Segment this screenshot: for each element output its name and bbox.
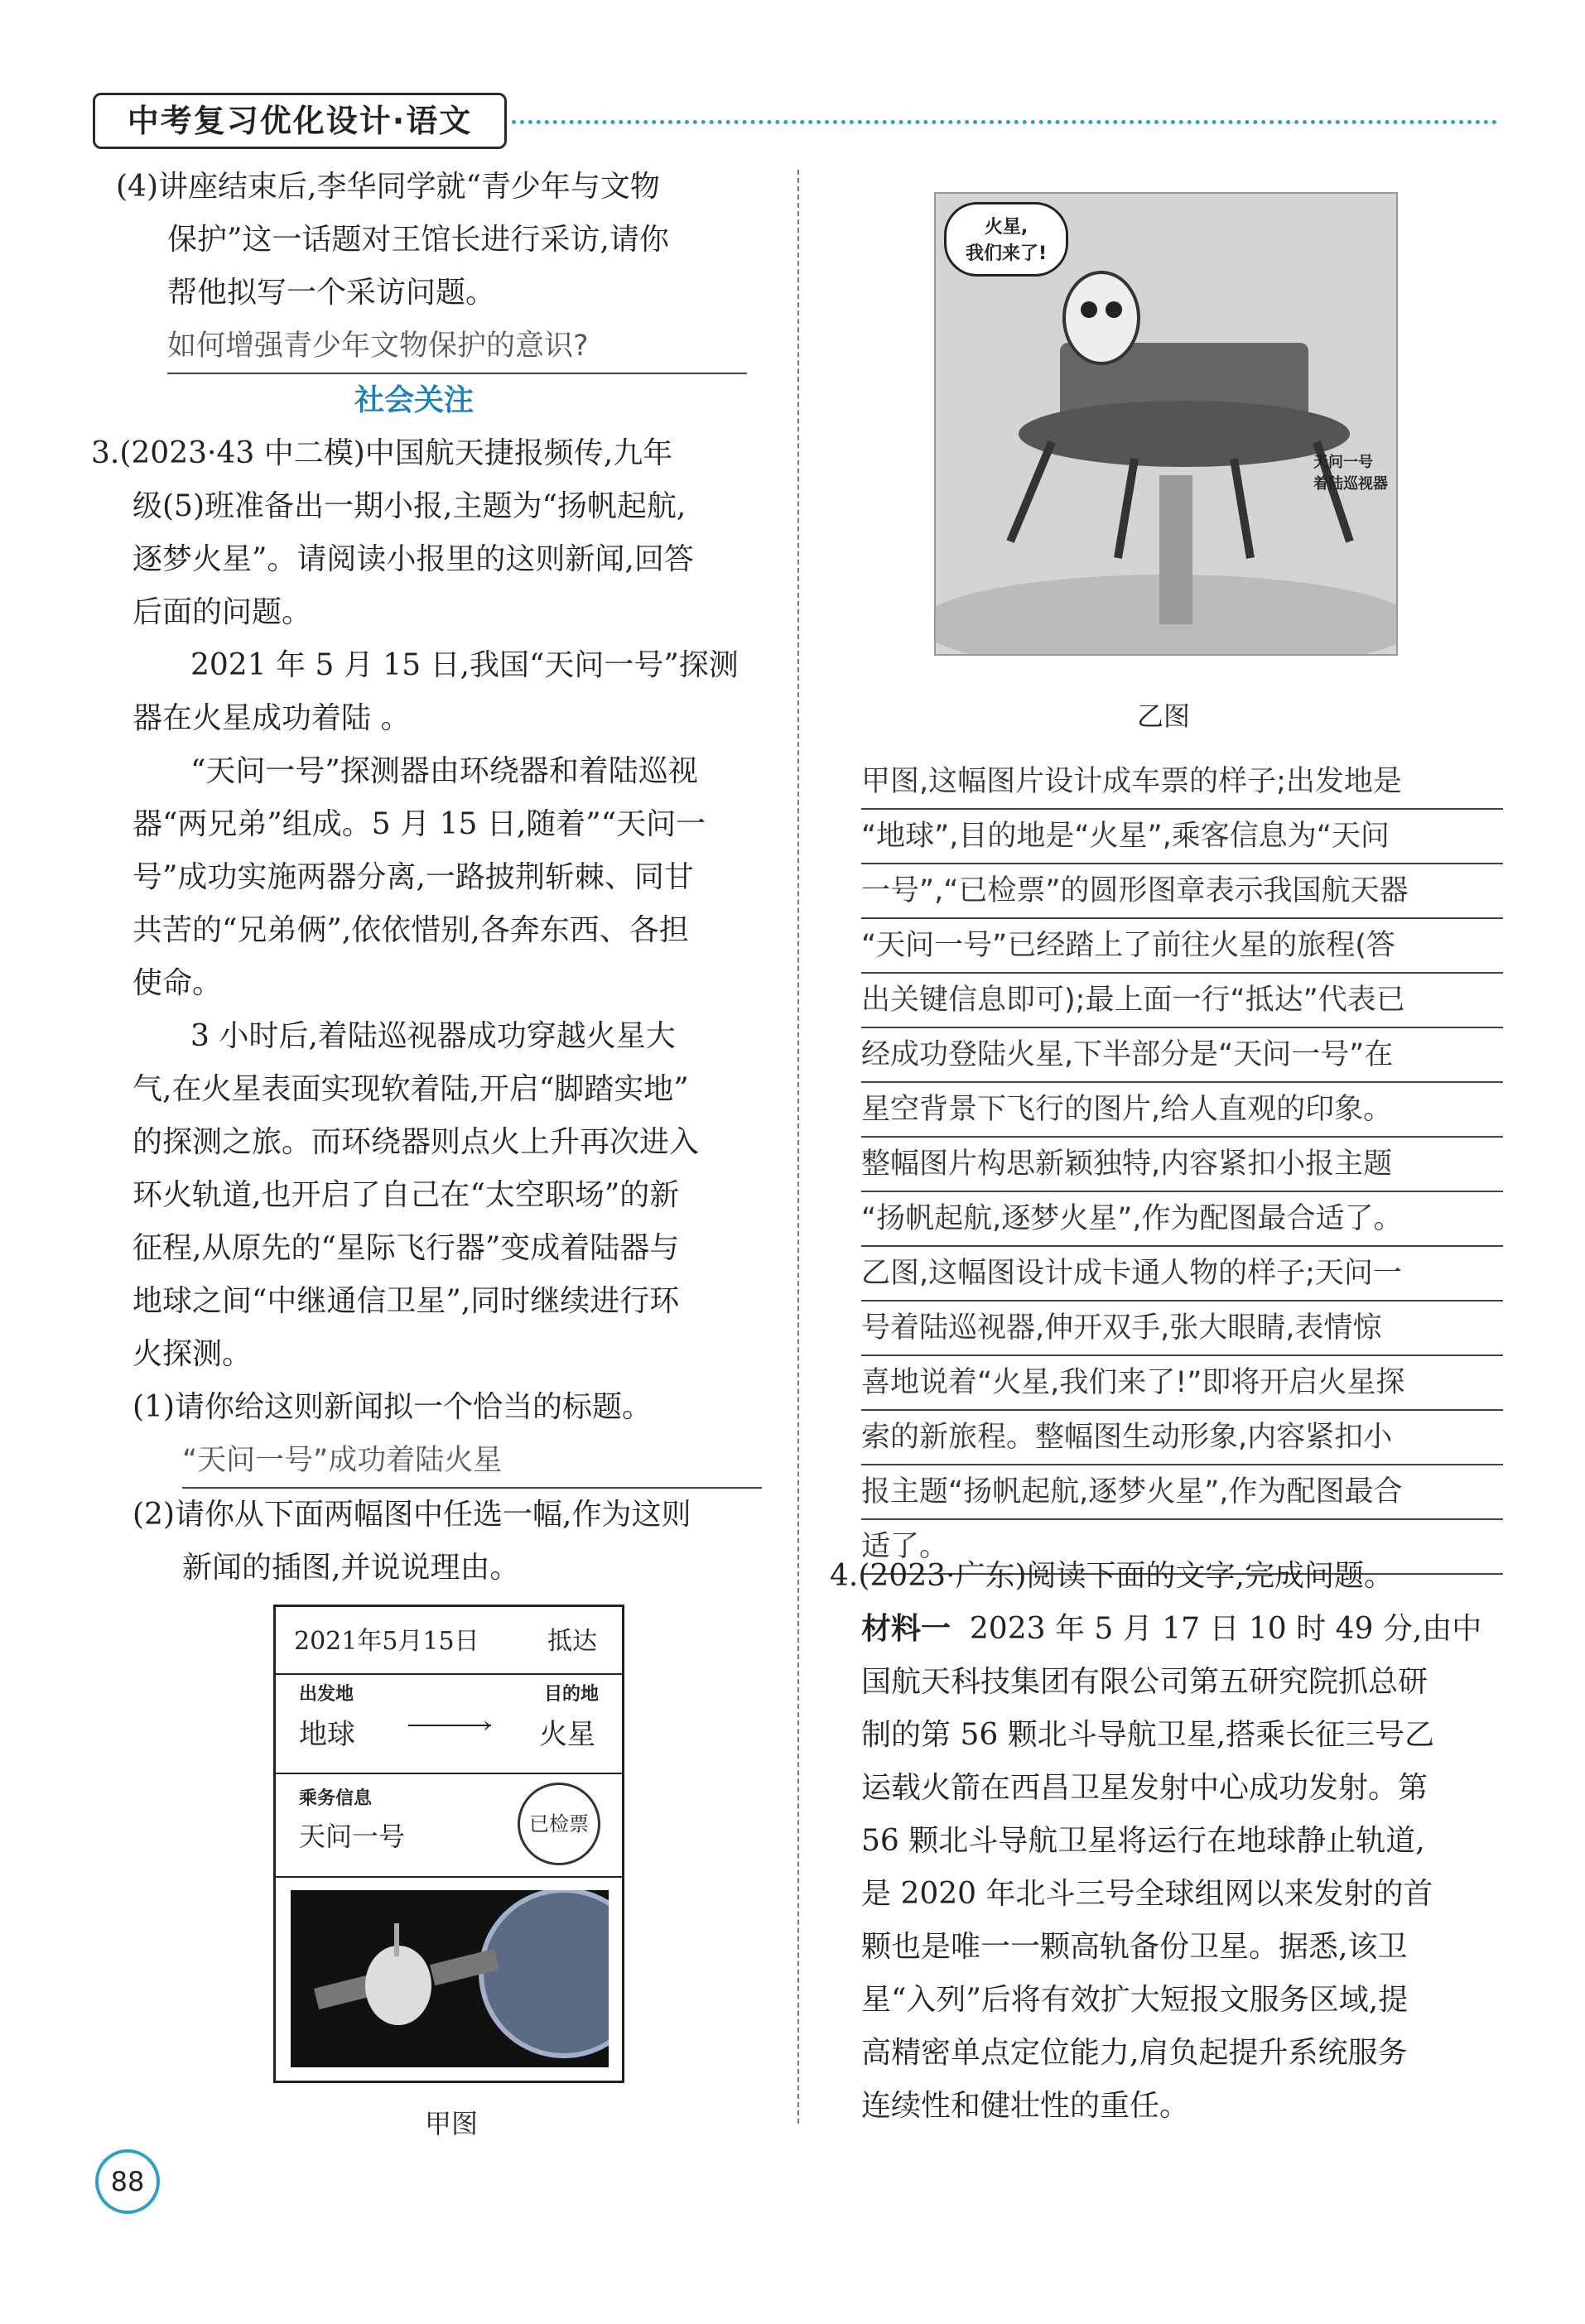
lander-label: 天问一号 着陆巡视器: [1313, 454, 1388, 493]
news-line: 3 小时后,着陆巡视器成功穿越火星大: [190, 1019, 676, 1053]
to-value: 火星: [539, 1718, 595, 1751]
arrow-icon: [408, 1725, 491, 1726]
caption-yi: 乙图: [1136, 700, 1190, 732]
news-line: 地球之间“中继通信卫星”,同时继续进行环: [132, 1284, 680, 1318]
material-line: 连续性和健壮性的重任。: [861, 2089, 1190, 2123]
answer-line: 乙图,这幅图设计成卡通人物的样子;天问一: [861, 1247, 1503, 1302]
q4-title: 4.(2023·广东)阅读下面的文字,完成问题。: [830, 1559, 1394, 1593]
from-label: 出发地: [299, 1684, 354, 1705]
column-divider: [797, 170, 799, 2124]
answer-line: 经成功登陆火星,下半部分是“天问一号”在: [861, 1028, 1503, 1083]
answer-line: 甲图,这幅图片设计成车票的样子;出发地是: [861, 755, 1503, 810]
q4-line: (4)讲座结束后,李华同学就“青少年与文物: [116, 170, 660, 204]
answer-line: 一号”,“已检票”的圆形图章表示我国航天器: [861, 864, 1503, 919]
material-line: 运载火箭在西昌卫星发射中心成功发射。第: [861, 1771, 1428, 1805]
cartoon-figure: [934, 192, 1398, 656]
material-line: 星“入列”后将有效扩大短报文服务区域,提: [861, 1983, 1409, 2017]
info-label: 乘务信息: [299, 1788, 373, 1809]
news-line: 气,在火星表面实现软着陆,开启“脚踏实地”: [132, 1072, 689, 1106]
picture-answer: [861, 755, 1503, 1575]
q3-line: 3.(2023·43 中二模)中国航天捷报频传,九年: [91, 436, 673, 470]
news-line: 的探测之旅。而环绕器则点火上升再次进入: [132, 1125, 700, 1159]
stamp-icon: 已检票: [518, 1783, 600, 1865]
answer-line: “地球”,目的地是“火星”,乘客信息为“天问: [861, 810, 1503, 864]
caption-jia: 甲图: [424, 2108, 478, 2139]
ticket-arrive: 抵达: [547, 1627, 597, 1656]
sub1-question: (1)请你给这则新闻拟一个恰当的标题。: [132, 1390, 652, 1424]
news-line: 环火轨道,也开启了自己在“太空职场”的新: [132, 1178, 680, 1212]
sub1-answer: “天问一号”成功着陆火星: [182, 1434, 762, 1489]
q4-answer: 如何增强青少年文物保护的意识?: [167, 320, 747, 374]
arrow-head-icon: ›: [483, 1713, 492, 1738]
page-number: 88: [95, 2149, 160, 2214]
material-line: 56 颗北斗导航卫星将运行在地球静止轨道,: [861, 1824, 1425, 1858]
material-line: 2023 年 5 月 17 日 10 时 49 分,由中: [969, 1612, 1482, 1646]
news-line: 共苦的“兄弟俩”,依依惜别,各奔东西、各担: [132, 913, 689, 947]
header-title: 中考复习优化设计·语文: [93, 93, 507, 149]
answer-line: 整幅图片构思新颖独特,内容紧扣小报主题: [861, 1138, 1503, 1192]
news-line: 器在火星成功着陆 。: [132, 701, 411, 735]
header-dotted-rule: [512, 120, 1497, 124]
material-line: 颗也是唯一一颗高轨备份卫星。据悉,该卫: [861, 1930, 1408, 1964]
material-line: 是 2020 年北斗三号全球组网以来发射的首: [861, 1877, 1433, 1911]
news-line: 征程,从原先的“星际飞行器”变成着陆器与: [132, 1231, 680, 1265]
answer-line: 索的新旅程。整幅图生动形象,内容紧扣小: [861, 1411, 1503, 1465]
from-value: 地球: [299, 1718, 355, 1751]
news-line: 器“两兄弟”组成。5 月 15 日,随着”“天问一: [132, 807, 706, 841]
sub2-line: 新闻的插图,并说说理由。: [182, 1551, 520, 1585]
answer-line: 报主题“扬帆起航,逐梦火星”,作为配图最合: [861, 1465, 1503, 1520]
material-line: 高精密单点定位能力,肩负起提升系统服务: [861, 2036, 1408, 2070]
q3-line: 逐梦火星”。请阅读小报里的这则新闻,回答: [132, 542, 694, 576]
answer-line: 号着陆巡视器,伸开双手,张大眼睛,表情惊: [861, 1302, 1503, 1356]
answer-line: “天问一号”已经踏上了前往火星的旅程(答: [861, 919, 1503, 974]
ticket-figure: [273, 1605, 624, 2083]
answer-line: 星空背景下飞行的图片,给人直观的印象。: [861, 1083, 1503, 1138]
material-line: 制的第 56 颗北斗导航卫星,搭乘长征三号乙: [861, 1718, 1435, 1752]
spacecraft-photo: [291, 1890, 609, 2067]
q3-line: 后面的问题。: [132, 595, 312, 629]
q4-line: 保护”这一话题对王馆长进行采访,请你: [167, 223, 669, 257]
q3-line: 级(5)班准备出一期小报,主题为“扬帆起航,: [132, 489, 687, 523]
answer-line: 适了。: [861, 1520, 1503, 1575]
to-label: 目的地: [543, 1684, 599, 1705]
news-line: 使命。: [132, 966, 223, 1000]
news-line: 号”成功实施两器分离,一路披荆斩棘、同甘: [132, 860, 694, 894]
material-label: 材料一: [861, 1612, 951, 1646]
q4-section: [830, 1550, 1509, 2133]
news-line: 火探测。: [132, 1337, 253, 1371]
info-value: 天问一号: [299, 1821, 406, 1852]
material-line: 国航天科技集团有限公司第五研究院抓总研: [861, 1665, 1428, 1699]
answer-line: 喜地说着“火星,我们来了!”即将开启火星探: [861, 1356, 1503, 1411]
speech-bubble: 火星, 我们来了!: [944, 202, 1068, 277]
left-column: [91, 161, 762, 1595]
ticket-date: 2021年5月15日: [294, 1627, 479, 1656]
q4-line: 帮他拟写一个采访问题。: [167, 276, 496, 310]
answer-line: “扬帆起航,逐梦火星”,作为配图最合适了。: [861, 1192, 1503, 1247]
sub2-line: (2)请你从下面两幅图中任选一幅,作为这则: [132, 1498, 691, 1532]
answer-line: 出关键信息即可);最上面一行“抵达”代表已: [861, 974, 1503, 1028]
news-line: “天问一号”探测器由环绕器和着陆巡视: [190, 754, 698, 788]
section-title: 社会关注: [354, 383, 474, 417]
news-line: 2021 年 5 月 15 日,我国“天问一号”探测: [190, 648, 739, 682]
